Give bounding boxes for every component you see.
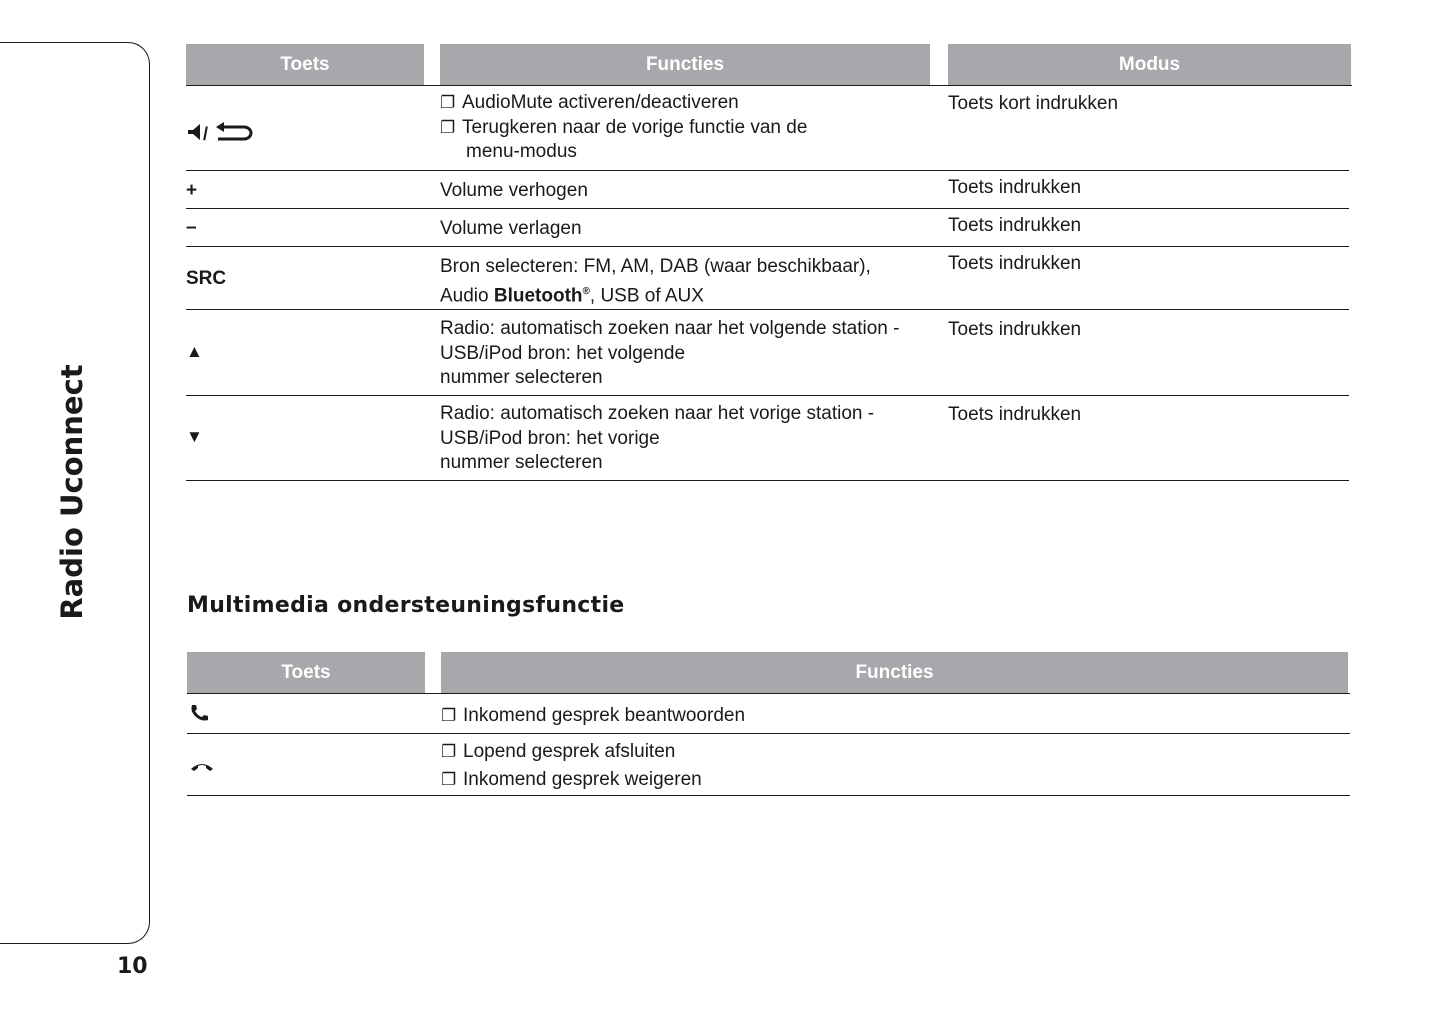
table2-row2-functies: ❐ Lopend gesprek afsluiten ❐ Inkomend gesprek weigeren [441, 738, 702, 794]
table1-row4-functies: Bron selecteren: FM, AM, DAB (waar beschikbaar), Audio Bluetooth®, USB of AUX [440, 256, 871, 306]
chapter-title: Radio Uconnect [55, 364, 89, 620]
checkbox-bullet-icon: ❐ [440, 117, 456, 137]
seek-down-icon: ▼ [186, 427, 203, 446]
phone-hangup-icon [190, 758, 214, 780]
svg-text:/: / [203, 124, 209, 144]
table1-divider [186, 480, 1349, 481]
checkbox-bullet-icon: ❐ [441, 742, 457, 761]
table2-divider [187, 795, 1350, 796]
table2-divider [187, 693, 1350, 694]
table1-divider [186, 85, 1352, 86]
table1-row4-modus: Toets indrukken [948, 253, 1082, 274]
table2-row1-functies: ❐ Inkomend gesprek beantwoorden [441, 704, 745, 729]
table1-row2-functies: Volume verhogen [440, 180, 588, 201]
table1-row3-key: – [186, 217, 197, 238]
phone-answer-icon [189, 703, 209, 729]
table2-divider [187, 733, 1350, 734]
table1-row3-functies: Volume verlagen [440, 218, 582, 239]
table1-header-functies: Functies [440, 44, 930, 85]
table1-divider [186, 208, 1349, 209]
table1-row3-modus: Toets indrukken [948, 215, 1082, 236]
checkbox-bullet-icon: ❐ [440, 93, 456, 112]
seek-up-icon: ▲ [186, 342, 203, 361]
table1-divider [186, 246, 1349, 247]
table1-divider [186, 170, 1349, 171]
table1-header-modus: Modus [948, 44, 1351, 85]
checkbox-bullet-icon: ❐ [441, 706, 457, 725]
table1-row2-modus: Toets indrukken [948, 177, 1082, 198]
table1-divider [186, 395, 1349, 396]
mute-back-icon [186, 118, 256, 150]
table1-row4-key: SRC [186, 268, 227, 289]
table1-row1-functies: ❐ AudioMute activeren/deactiveren ❐ Terugkeren naar de vorige functie van de menu-modus [440, 92, 808, 162]
table1-row6-functies: Radio: automatisch zoeken naar het vorige station - USB/iPod bron: het vorige nummer selecteren [440, 403, 875, 473]
table1-row5-modus: Toets indrukken [948, 319, 1082, 340]
table1-row1-modus: Toets kort indrukken [948, 93, 1119, 114]
table2-header-functies: Functies [441, 652, 1348, 693]
checkbox-bullet-icon: ❐ [441, 770, 457, 789]
table1-row5-functies: Radio: automatisch zoeken naar het volgende station - USB/iPod bron: het volgende nummer selecteren [440, 318, 900, 388]
table1-divider [186, 309, 1349, 310]
table1-row2-key: + [186, 180, 198, 201]
table1-header-toets: Toets [186, 44, 424, 85]
section-title: Multimedia ondersteuningsfunctie [187, 593, 625, 618]
table2-header-toets: Toets [187, 652, 425, 693]
page-number: 10 [117, 954, 148, 979]
table1-row6-modus: Toets indrukken [948, 404, 1082, 425]
